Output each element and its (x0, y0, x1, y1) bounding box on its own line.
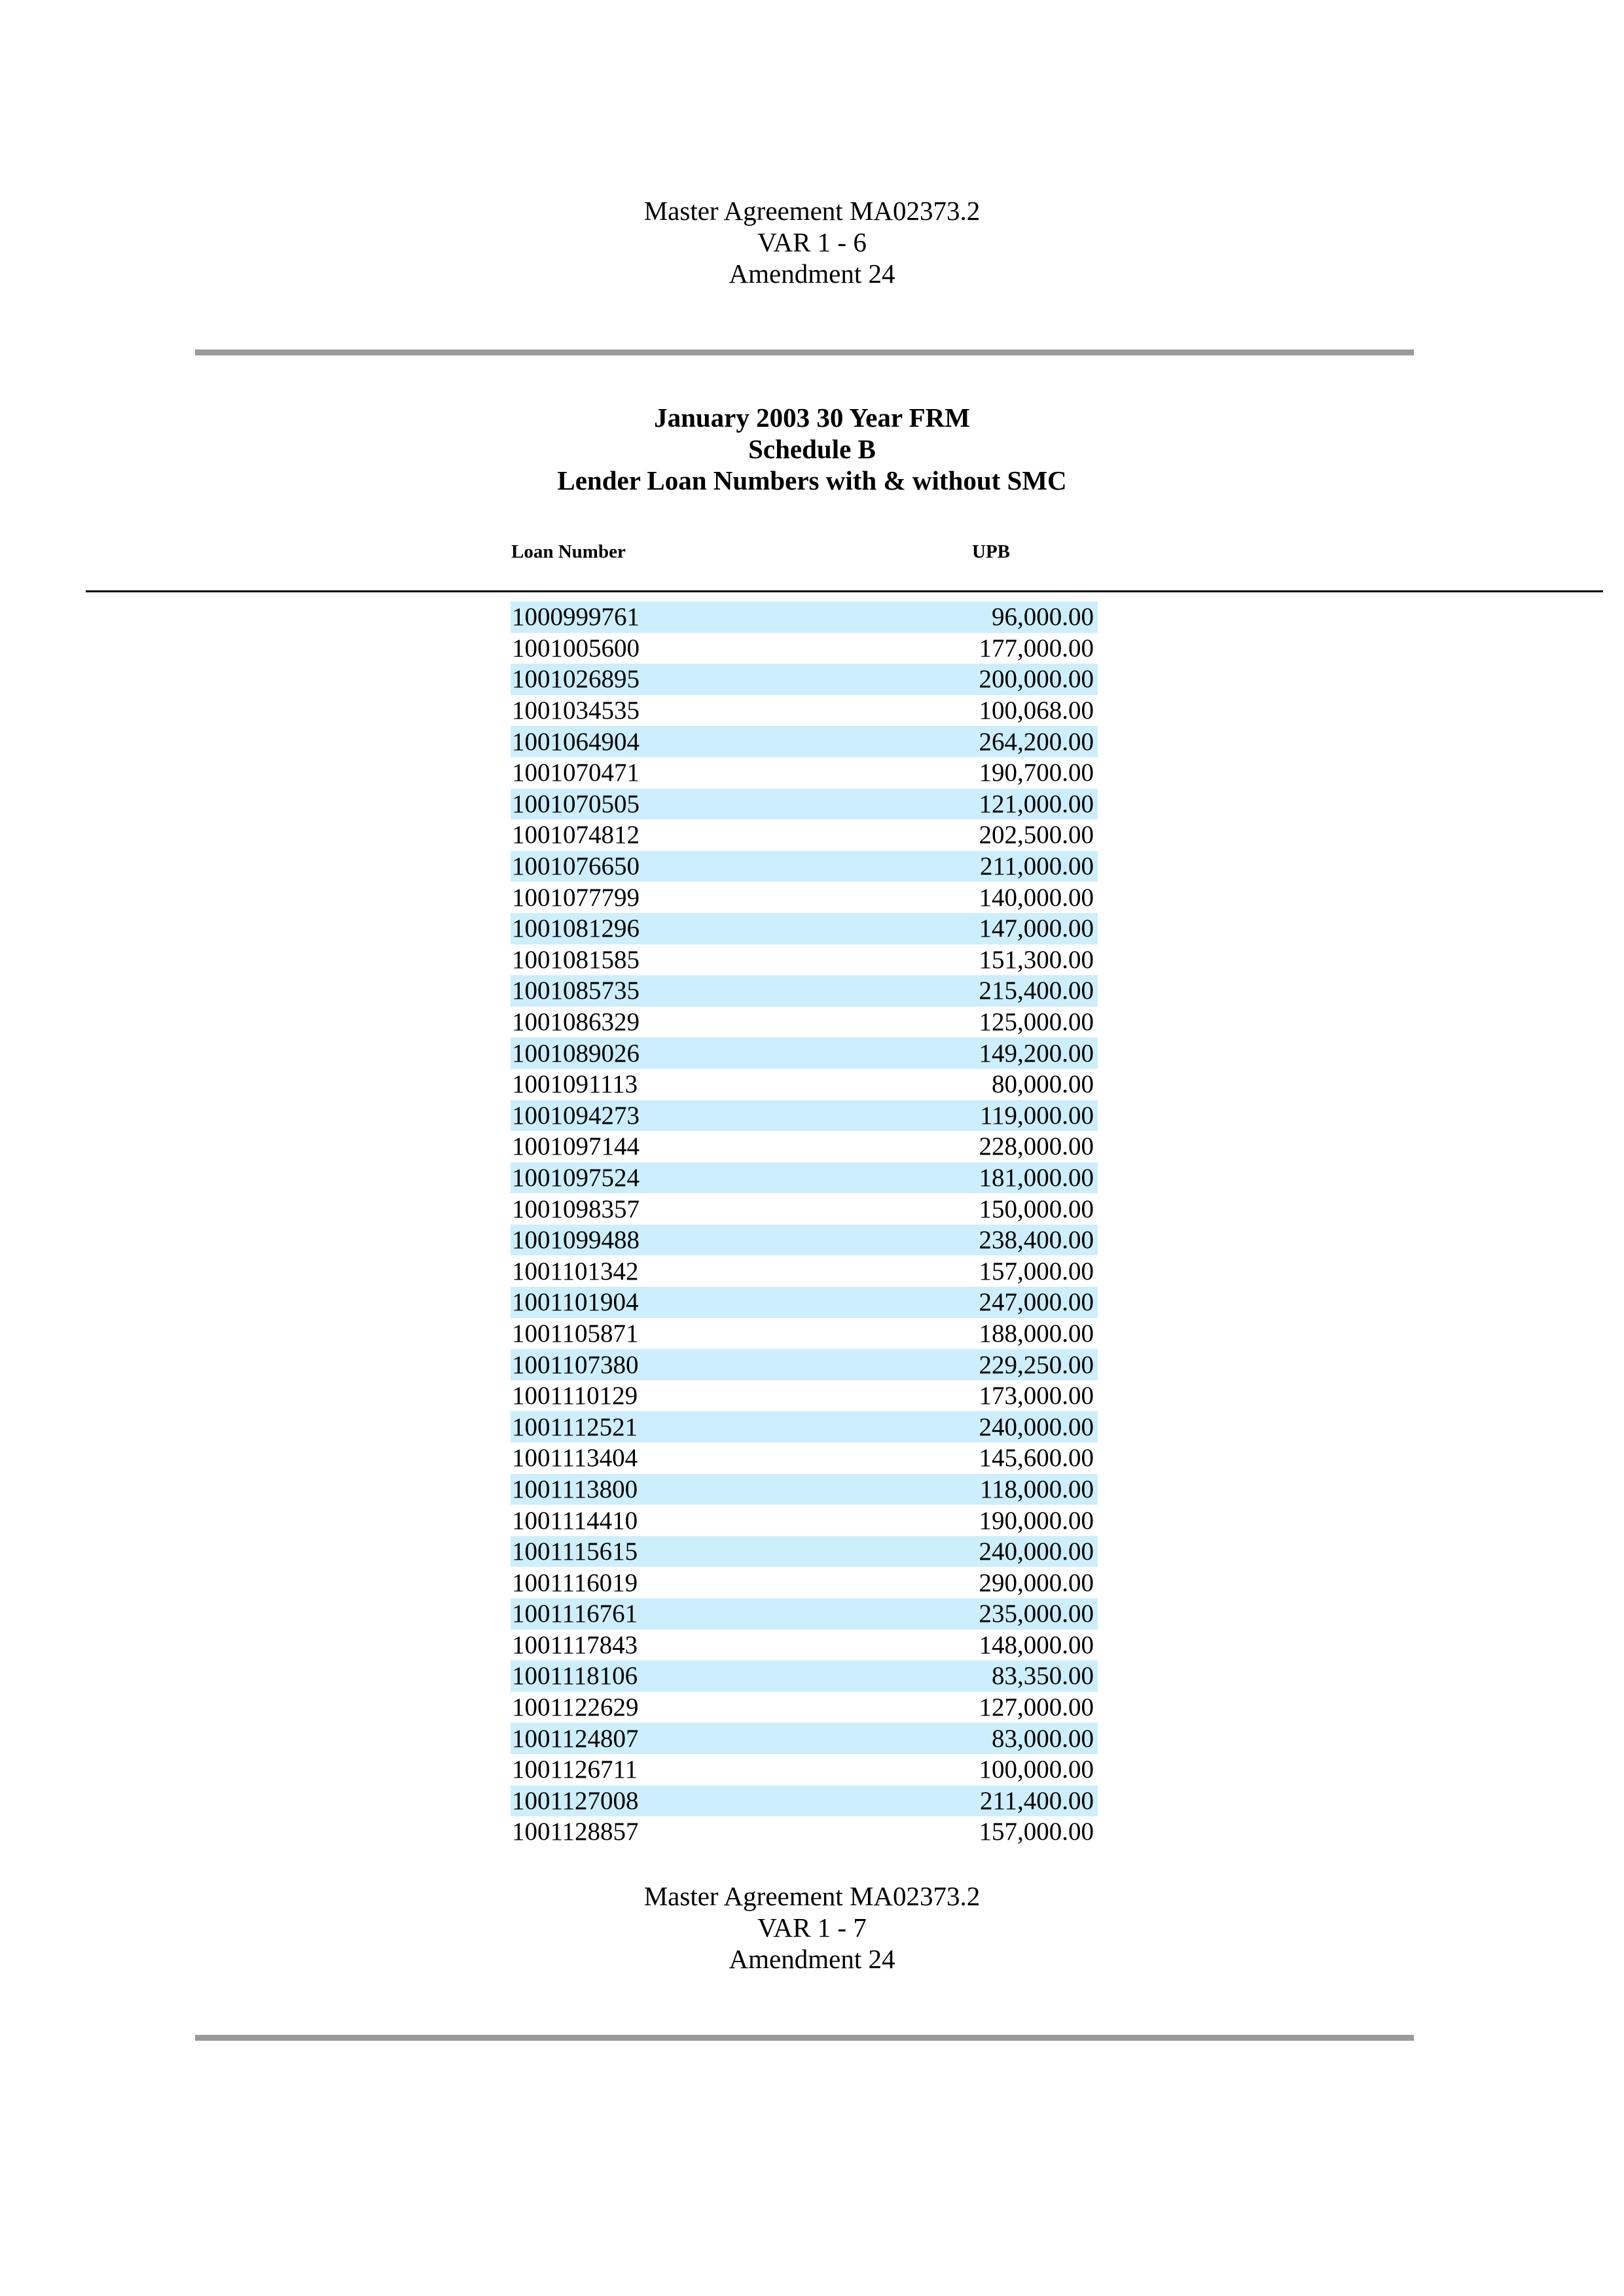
upb-cell: 229,250.00 (979, 1350, 1094, 1379)
loan-number-cell: 1001064904 (512, 727, 640, 756)
table-row (511, 1318, 1098, 1350)
loan-number-cell: 1001091113 (512, 1070, 638, 1099)
table-row (511, 601, 1098, 633)
table-row (511, 1723, 1098, 1754)
table-row (511, 1692, 1098, 1723)
upb-cell: 147,000.00 (979, 914, 1094, 943)
schedule-description: Lender Loan Numbers with & without SMC (557, 465, 1067, 495)
table-row (511, 1255, 1098, 1287)
upb-cell: 127,000.00 (979, 1693, 1094, 1722)
upb-cell: 100,068.00 (979, 696, 1094, 725)
loan-number-cell: 1001070505 (512, 789, 640, 818)
agreement-title: Master Agreement MA02373.2 (643, 1881, 981, 1911)
loan-number-cell: 1001110129 (512, 1382, 638, 1410)
upb-cell: 151,300.00 (979, 945, 1094, 974)
table-row (511, 1287, 1098, 1318)
page-header-top (0, 195, 1624, 289)
upb-cell: 83,000.00 (992, 1724, 1094, 1753)
upb-cell: 150,000.00 (979, 1194, 1094, 1223)
upb-cell: 157,000.00 (979, 1818, 1094, 1846)
table-row (511, 1411, 1098, 1443)
table-row (511, 1630, 1098, 1661)
table-row (511, 1785, 1098, 1817)
table-row (511, 1754, 1098, 1785)
table-row (511, 1380, 1098, 1412)
upb-cell: 240,000.00 (979, 1537, 1094, 1566)
loan-number-cell: 1001113404 (512, 1444, 638, 1473)
loan-number-cell: 1001081585 (512, 945, 640, 974)
upb-cell: 211,400.00 (979, 1786, 1094, 1815)
loan-number-cell: 1001034535 (512, 696, 640, 725)
table-row (511, 1069, 1098, 1100)
table-row (511, 789, 1098, 820)
loan-number-cell: 1001115615 (512, 1537, 638, 1566)
loan-number-cell: 1001097144 (512, 1132, 640, 1161)
loan-number-cell: 1001118106 (512, 1662, 638, 1691)
loan-number-cell: 1001076650 (512, 852, 640, 881)
table-row (511, 944, 1098, 976)
upb-cell: 190,000.00 (979, 1506, 1094, 1535)
upb-cell: 228,000.00 (979, 1132, 1094, 1161)
table-row (511, 695, 1098, 726)
upb-cell: 190,700.00 (979, 759, 1094, 787)
upb-cell: 247,000.00 (979, 1288, 1094, 1317)
upb-cell: 149,200.00 (979, 1039, 1094, 1067)
upb-cell: 211,000.00 (979, 852, 1094, 881)
table-row (511, 757, 1098, 789)
loan-number-cell: 1000999761 (512, 603, 640, 632)
upb-cell: 240,000.00 (979, 1412, 1094, 1441)
var-label: VAR 1 - 6 (757, 227, 867, 257)
loan-number-column-header: Loan Number (511, 541, 626, 562)
loan-number-cell: 1001117843 (512, 1630, 638, 1659)
loan-number-cell: 1001107380 (512, 1350, 639, 1379)
table-row (511, 1349, 1098, 1380)
loan-number-cell: 1001101904 (512, 1288, 639, 1317)
loan-number-cell: 1001112521 (512, 1412, 638, 1441)
table-row (511, 1505, 1098, 1536)
upb-cell: 181,000.00 (979, 1163, 1094, 1192)
upb-cell: 238,400.00 (979, 1226, 1094, 1255)
table-row (511, 882, 1098, 913)
loan-number-cell: 1001116019 (512, 1568, 638, 1597)
upb-cell: 200,000.00 (979, 665, 1094, 694)
loan-number-cell: 1001114410 (512, 1506, 638, 1535)
table-row (511, 1100, 1098, 1132)
loan-number-cell: 1001081296 (512, 914, 640, 943)
loan-number-cell: 1001105871 (512, 1319, 639, 1348)
loan-number-cell: 1001097524 (512, 1163, 640, 1192)
loan-number-cell: 1001126711 (512, 1755, 638, 1784)
table-row (511, 1162, 1098, 1194)
upb-cell: 188,000.00 (979, 1319, 1094, 1348)
upb-cell: 119,000.00 (979, 1101, 1094, 1130)
loan-number-cell: 1001127008 (512, 1786, 639, 1815)
loan-number-cell: 1001101342 (512, 1257, 639, 1285)
loan-number-cell: 1001099488 (512, 1226, 640, 1255)
loan-number-cell: 1001086329 (512, 1008, 640, 1037)
loan-number-cell: 1001089026 (512, 1039, 640, 1067)
agreement-title: Master Agreement MA02373.2 (643, 196, 981, 226)
upb-cell: 264,200.00 (979, 727, 1094, 756)
upb-cell: 100,000.00 (979, 1755, 1094, 1784)
amendment-label: Amendment 24 (729, 259, 895, 289)
loan-table (511, 601, 1098, 1848)
table-row (511, 1536, 1098, 1568)
table-header-divider (86, 590, 1603, 592)
loan-number-cell: 1001085735 (512, 977, 640, 1005)
table-row (511, 819, 1098, 851)
table-row (511, 726, 1098, 757)
schedule-subtitle: Schedule B (748, 434, 876, 464)
upb-cell: 118,000.00 (979, 1475, 1094, 1503)
amendment-label: Amendment 24 (729, 1944, 895, 1974)
loan-number-cell: 1001098357 (512, 1194, 640, 1223)
table-row (511, 1131, 1098, 1162)
loan-number-cell: 1001077799 (512, 883, 640, 912)
table-row (511, 1443, 1098, 1474)
table-row (511, 664, 1098, 695)
upb-cell: 83,350.00 (992, 1662, 1094, 1691)
upb-cell: 140,000.00 (979, 883, 1094, 912)
upb-cell: 215,400.00 (979, 977, 1094, 1005)
upb-cell: 148,000.00 (979, 1630, 1094, 1659)
table-row (511, 1225, 1098, 1256)
upb-cell: 177,000.00 (979, 634, 1094, 662)
upb-cell: 157,000.00 (979, 1257, 1094, 1285)
loan-number-cell: 1001005600 (512, 634, 640, 662)
page-header-bottom (0, 1880, 1624, 1975)
table-row (511, 975, 1098, 1007)
upb-cell: 290,000.00 (979, 1568, 1094, 1597)
loan-number-cell: 1001124807 (512, 1724, 639, 1753)
header-divider-bottom (195, 2035, 1414, 2041)
loan-number-cell: 1001116761 (512, 1600, 638, 1628)
table-row (511, 1598, 1098, 1630)
loan-number-cell: 1001113800 (512, 1475, 638, 1503)
loan-number-cell: 1001122629 (512, 1693, 639, 1722)
upb-cell: 145,600.00 (979, 1444, 1094, 1473)
table-row (511, 1816, 1098, 1848)
table-row (511, 913, 1098, 944)
table-row (511, 633, 1098, 664)
loan-number-cell: 1001074812 (512, 821, 640, 850)
table-row (511, 1037, 1098, 1069)
header-divider-top (195, 350, 1414, 355)
loan-number-cell: 1001128857 (512, 1818, 639, 1846)
upb-cell: 96,000.00 (992, 603, 1094, 632)
table-row (511, 1660, 1098, 1692)
table-row (511, 1567, 1098, 1598)
upb-cell: 80,000.00 (992, 1070, 1094, 1099)
loan-number-cell: 1001070471 (512, 759, 640, 787)
loan-number-cell: 1001026895 (512, 665, 640, 694)
upb-cell: 173,000.00 (979, 1382, 1094, 1410)
upb-column-header: UPB (972, 541, 1010, 562)
upb-cell: 121,000.00 (979, 789, 1094, 818)
table-row (511, 1474, 1098, 1505)
schedule-title: January 2003 30 Year FRM (654, 403, 970, 433)
upb-cell: 235,000.00 (979, 1600, 1094, 1628)
upb-cell: 125,000.00 (979, 1008, 1094, 1037)
table-row (511, 1193, 1098, 1225)
table-row (511, 851, 1098, 882)
table-row (511, 1007, 1098, 1038)
loan-number-cell: 1001094273 (512, 1101, 640, 1130)
var-label: VAR 1 - 7 (757, 1912, 867, 1943)
schedule-title-block (0, 402, 1624, 496)
upb-cell: 202,500.00 (979, 821, 1094, 850)
